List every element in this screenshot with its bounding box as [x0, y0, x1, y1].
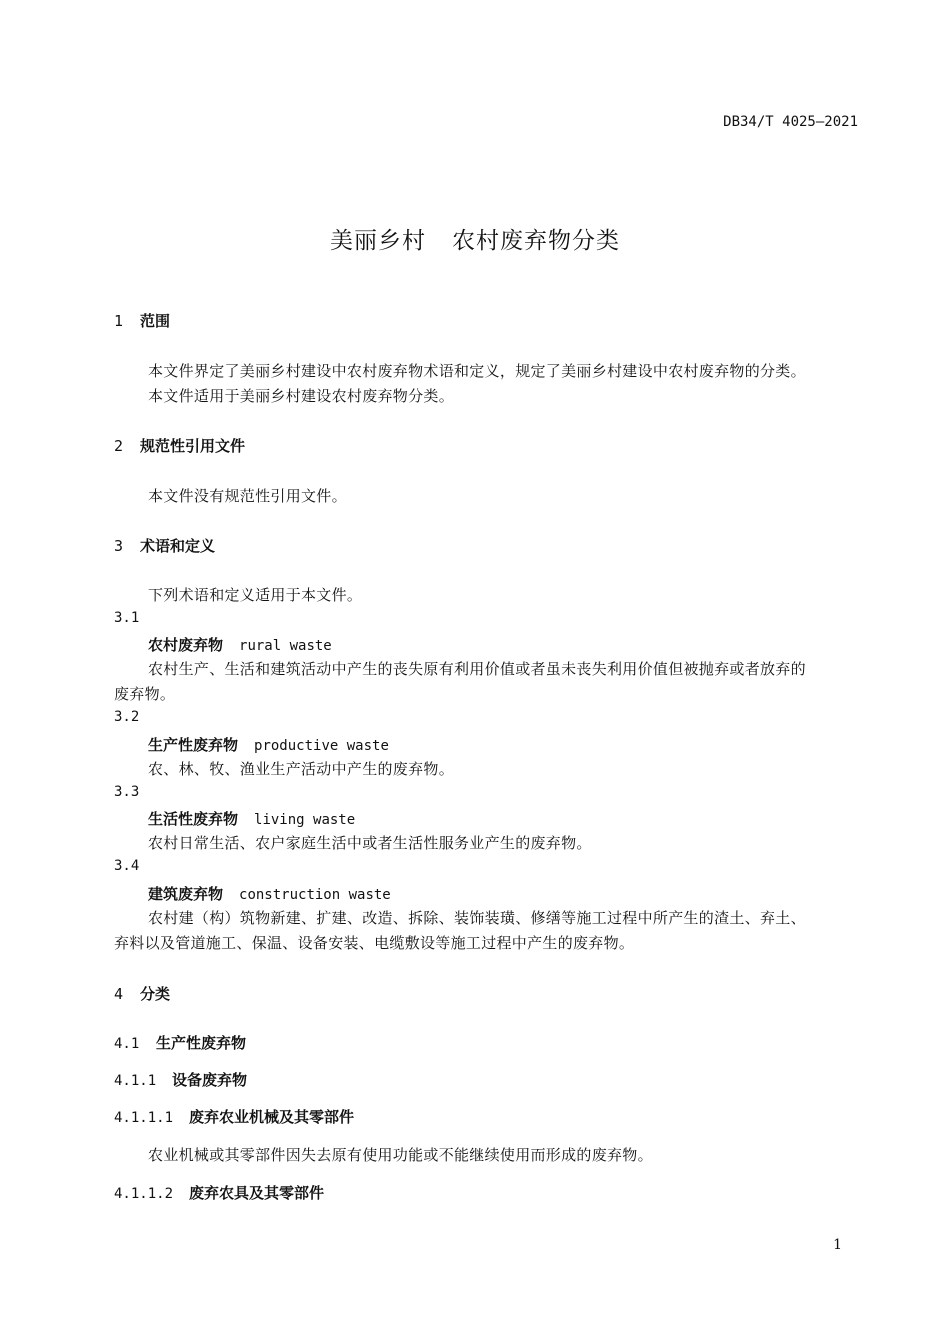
term-entry	[148, 634, 332, 655]
term-entry	[148, 808, 355, 829]
section-3-heading	[114, 535, 215, 556]
title-part-1: 美丽乡村	[330, 228, 426, 254]
term-english: rural waste	[239, 638, 332, 654]
term-english: productive waste	[254, 738, 389, 754]
term-chinese: 生产性废弃物	[148, 736, 239, 754]
subsection-number: 4.1.1	[114, 1073, 157, 1089]
section-title: 规范性引用文件	[140, 437, 246, 455]
section-number: 2	[114, 437, 124, 455]
term-definition-line-1: 农村建（构）筑物新建、扩建、改造、拆除、装饰装璜、修缮等施工过程中所产生的渣土、弃土、	[148, 909, 806, 927]
term-english: construction waste	[239, 887, 391, 903]
subsection-4-1-1-1-paragraph: 农业机械或其零部件因失去原有使用功能或不能继续使用而形成的废弃物。	[148, 1146, 653, 1164]
term-number: 3.2	[114, 709, 140, 725]
term-number: 3.4	[114, 858, 140, 874]
term-definition-line-1: 农村生产、生活和建筑活动中产生的丧失原有利用价值或者虽未丧失利用价值但被抛弃或者放弃的	[148, 660, 806, 678]
document-title	[0, 222, 950, 255]
subsection-number: 4.1	[114, 1036, 140, 1052]
subsection-number: 4.1.1.1	[114, 1110, 174, 1126]
term-chinese: 生活性废弃物	[148, 810, 239, 828]
subsection-title: 废弃农业机械及其零部件	[189, 1108, 355, 1126]
subsection-title: 设备废弃物	[172, 1071, 248, 1089]
section-number: 4	[114, 985, 124, 1003]
section-title: 术语和定义	[140, 537, 216, 555]
term-definition-line-2: 废弃物。	[114, 685, 176, 703]
subsection-4-1-1-1-heading	[114, 1106, 354, 1127]
term-english: living waste	[254, 812, 356, 828]
subsection-4-1-1-heading	[114, 1069, 247, 1090]
subsection-title: 废弃农具及其零部件	[189, 1184, 325, 1202]
terms-intro: 下列术语和定义适用于本文件。	[148, 586, 363, 604]
section-number: 1	[114, 312, 124, 330]
term-number: 3.1	[114, 610, 140, 626]
subsection-4-1-heading	[114, 1032, 246, 1053]
term-definition-line-1: 农村日常生活、农户家庭生活中或者生活性服务业产生的废弃物。	[148, 834, 592, 852]
term-number: 3.3	[114, 784, 140, 800]
subsection-4-1-1-2-heading	[114, 1182, 324, 1203]
document-code: DB34/T 4025—2021	[723, 114, 858, 130]
normative-references-paragraph: 本文件没有规范性引用文件。	[148, 487, 347, 505]
term-chinese: 建筑废弃物	[148, 885, 224, 903]
section-2-heading	[114, 435, 245, 456]
page-number: 1	[833, 1237, 842, 1253]
term-definition-line-1: 农、林、牧、渔业生产活动中产生的废弃物。	[148, 760, 455, 778]
title-part-2: 农村废弃物分类	[452, 228, 620, 254]
scope-paragraph-2: 本文件适用于美丽乡村建设农村废弃物分类。	[148, 387, 455, 405]
section-1-heading	[114, 310, 170, 331]
subsection-title: 生产性废弃物	[156, 1034, 247, 1052]
section-title: 分类	[140, 985, 171, 1003]
section-title: 范围	[140, 312, 171, 330]
term-definition-line-2: 弃料以及管道施工、保温、设备安装、电缆敷设等施工过程中产生的废弃物。	[114, 934, 635, 952]
term-entry	[148, 883, 391, 904]
term-chinese: 农村废弃物	[148, 636, 224, 654]
term-entry	[148, 734, 389, 755]
subsection-number: 4.1.1.2	[114, 1186, 174, 1202]
section-number: 3	[114, 537, 124, 555]
section-4-heading	[114, 983, 170, 1004]
scope-paragraph-1: 本文件界定了美丽乡村建设中农村废弃物术语和定义，规定了美丽乡村建设中农村废弃物的分类。	[148, 362, 806, 380]
